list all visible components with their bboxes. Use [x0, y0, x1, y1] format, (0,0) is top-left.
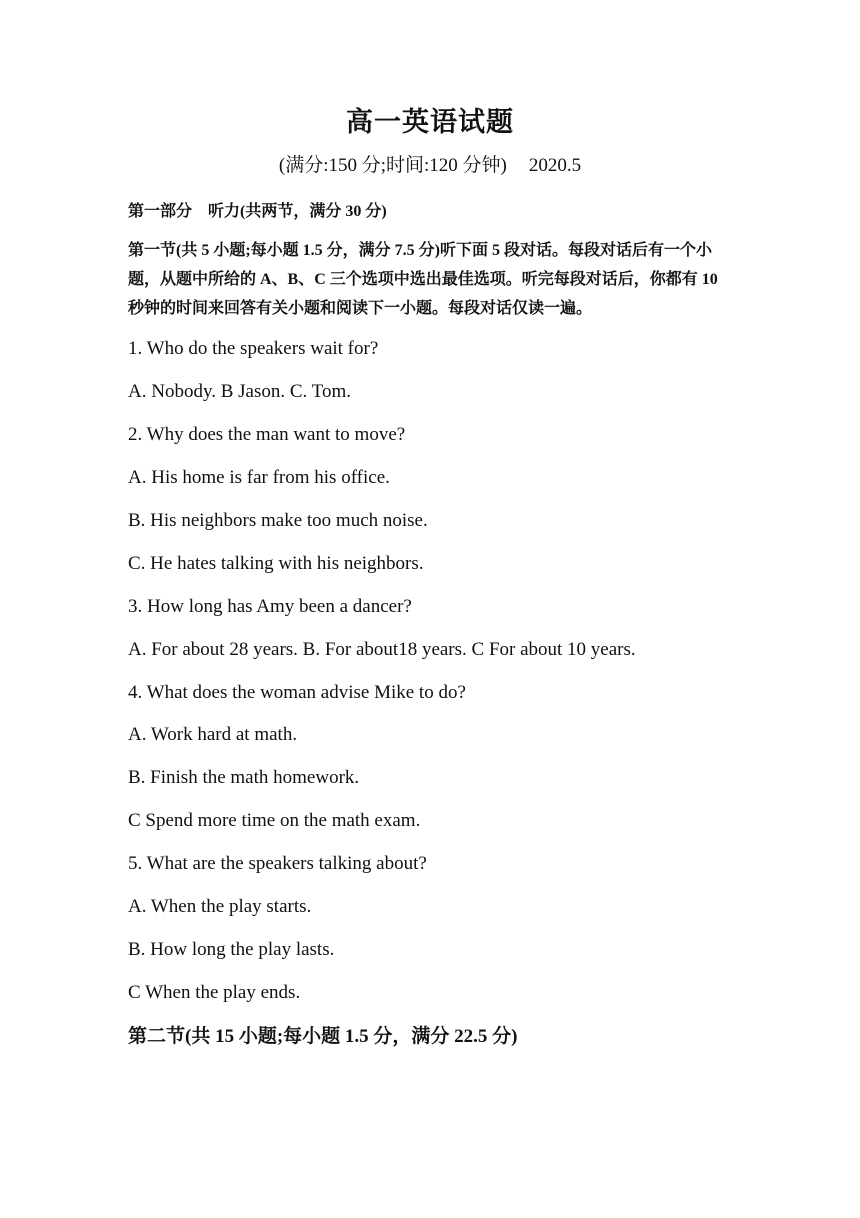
question-4-option-b: B. Finish the math homework.	[128, 767, 360, 788]
question-4-option-c: C Spend more time on the math exam.	[128, 810, 421, 831]
section-one-instructions: 第一节(共 5 小题;每小题 1.5 分，满分 7.5 分)听下面 5 段对话。每段对话后有一个小题，从题中所给的 A、B、C 三个选项中选出最佳选项。听完每段对话后，你都有 10 秒钟的时间来回答有关小题和阅读下一小题。每段对话仅读一遍。	[128, 242, 718, 317]
question-2: 2. Why does the man want to move?	[128, 424, 406, 445]
question-2-option-c: C. He hates talking with his neighbors.	[128, 553, 424, 574]
question-4-option-a: A. Work hard at math.	[128, 724, 298, 745]
question-4: 4. What does the woman advise Mike to do?	[128, 682, 466, 703]
question-1-options: A. Nobody. B Jason. C. Tom.	[128, 381, 351, 402]
section-two-heading: 第二节(共 15 小题;每小题 1.5 分，满分 22.5 分)	[128, 1026, 518, 1047]
question-2-option-b: B. His neighbors make too much noise.	[128, 510, 428, 531]
part-one-label: 第一部分	[128, 203, 193, 220]
part-one-heading	[128, 198, 387, 221]
question-5: 5. What are the speakers talking about?	[128, 853, 427, 874]
question-3-options: A. For about 28 years. B. For about18 years. C For about 10 years.	[128, 639, 636, 660]
exam-date: 2020.5	[528, 155, 582, 176]
question-5-option-c: C When the play ends.	[128, 982, 301, 1003]
exam-score-time: (满分:150 分;时间:120 分钟)	[278, 155, 507, 176]
question-5-option-b: B. How long the play lasts.	[128, 939, 335, 960]
question-2-option-a: A. His home is far from his office.	[128, 467, 390, 488]
page-title: 高一英语试题	[346, 107, 514, 137]
question-5-option-a: A. When the play starts.	[128, 896, 312, 917]
part-one-title: 听力(共两节，满分 30 分)	[208, 203, 387, 220]
question-1: 1. Who do the speakers wait for?	[128, 338, 379, 359]
question-3: 3. How long has Amy been a dancer?	[128, 596, 412, 617]
exam-info	[0, 150, 860, 177]
